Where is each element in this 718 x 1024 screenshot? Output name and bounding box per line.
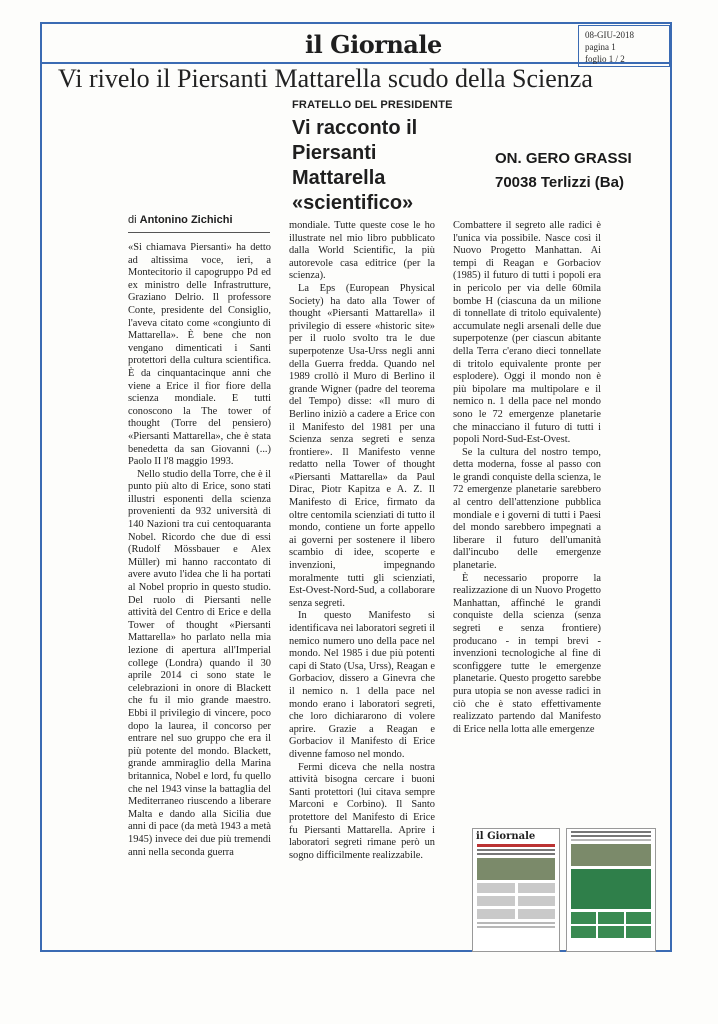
article-column-3 [453,220,601,736]
thumbnail-green-grid [571,912,651,938]
thumbnail-photo [477,858,555,880]
paragraph: mondiale. Tutte queste cose le ho illustrate nel mio libro pubblicato dalla World Scientific, la più autorevole casa editrice (per la scienza). [289,220,435,282]
paragraph: La Eps (European Physical Society) ha dato alla Tower of thought «Piersanti Mattarella» il privilegio di essere «historic site» per il ruolo svolto tra le due superpotenze Usa-Urss negli anni della Guerra fredda. Quando nel 1989 crollò il Muro di Berlino il grande Wigner (padre del teorema del Tempo) disse: «Il muro di Berlino iniziò a cadere a Erice con il Manifesto del 1981 per una Scienza senza segreti e senza frontiere». Il Manifesto venne redatto nella Tower of thought «Piersanti Mattarella» da Paul Dirac, Piotr Kapitza e A. Z. Il Manifesto di Erice, firmato da oltre centomila scienziati di tutto il mondo, contiene un forte appello ai governi per sostenere il libero scambio di idee, scoperte e invenzioni, impegnando moralmente tutti gli scienziati, Est-Ovest-Nord-Sud, a collaborare senza segreti. [289,282,435,609]
paragraph: Nello studio della Torre, che è il punto più alto di Erice, sono stati illustri esponenti della scienza provenienti da 932 università di 140 Nazioni tra cui centoquaranta Nobel. Ricordo che due di essi (Rudolf Mössbauer e Alex Müller) mi hanno raccontato di avere avuto l'idea che li ha portati al Nobel proprio in questo studio. Del ruolo di Piersanti nelle attività del Centro di Erice e della Tower of thought «Piersanti Mattarella» ho parlato nella mia lezione di apertura all'Imperial college (Londra) quando il 30 aprile 2014 ci sono state le celebrazioni in onore di Blackett che fu il mio grande maestro. Ebbi il privilegio di vincere, poco dopo la laurea, il concorso per entrare nel suo gruppo che era il più potente del mondo. Blackett, grande ammiraglio della Marina britannica, Nobel e lord, fu quello che nel 1943 vinse la battaglia del Mediterraneo riuscendo a liberare Malta e dando alla Sicilia due anni di pace (da metà 1943 a metà 1945) invece dei due più tremendi anni nella seconda guerra [128,468,271,858]
clipping-page: pagina 1 [585,42,616,52]
stamp-name: ON. GERO GRASSI [495,150,632,167]
clipping-sheet: foglio 1 / 2 [585,54,625,64]
thumbnail-grid [477,883,555,919]
paragraph: È necessario proporre la realizzazione di un Nuovo Progetto Manhattan, affinché le grandi conquiste della scienza (senza segreti e senza frontiere) producano - in tempi brevi - invenzioni tecnologiche al fine di sconfiggere tutte le emergenze planetarie. Questo progetto sarebbe pura utopia se non avesse radici in ciò che è stato effettivamente realizzato partendo dal Manifesto di Erice nella lotta alle emergenze [453,572,601,735]
thumbnail-text-line [571,831,651,833]
thumbnail-text-line [571,839,651,841]
thumbnail-green-block [571,869,651,909]
masthead-title: il Giornale [305,30,442,59]
subhead: Vi racconto il Piersanti Mattarella «scientifico» [292,117,418,214]
kicker: FRATELLO DEL PRESIDENTE [292,99,453,111]
thumbnail-text-line [477,922,555,924]
thumbnail-text-line [477,849,555,851]
article-column-2 [289,220,435,862]
thumbnail-masthead: il Giornale [476,831,536,842]
thumbnail-text-line [477,853,555,855]
clipping-info-box [578,25,670,67]
thumbnail-text-line [477,926,555,928]
stamp-address: 70038 Terlizzi (Ba) [495,174,624,191]
paragraph: «Si chiamava Piersanti» ha detto ad altissima voce, ieri, a Montecitorio il capogruppo Pd ed ex ministro delle Infrastrutture, Graziano Delrio. Il professore Conte, presidente del Consiglio, l'aveva citato come «congiunto di Mattarella». È bene che non vengano dimenticati i Santi protettori della cultura scientifica. È da cinquantacinque anni che viene a Erice il fior fiore della scienza mondiale. E tutti conoscono la The tower of thought (Torre del pensiero) «Piersanti Mattarella», che è stata benedetta da san Giovanni (...) Paolo II l'8 maggio 1993. [128,242,271,468]
byline-prefix: di [128,214,137,226]
thumbnail-text-line [571,835,651,837]
paragraph: Combattere il segreto alle radici è l'unica via possibile. Nasce così il Nuovo Progetto Manhattan. Ai tempi di Reagan e Gorbaciov (1985) il futuro di tutti i popoli era in pericolo per via delle 60mila bombe H (ciascuna da un milione di tonnellate di tritolo equivalente) accumulate negli arsenali delle due superpotenze (per ciascun abitante della Terra c'erano dieci tonnellate di tritolo equivalente pronte per esplodere). Oggi il mondo non è più bipolare ma multipolare e il nemico n. 1 della pace nel mondo sono le 72 emergenze planetarie che minacciano il futuro di tutti i popoli Nord-Sud-Est-Ovest. [453,220,601,446]
clipping-date: 08-GIU-2018 [585,30,634,40]
paragraph: Se la cultura del nostro tempo, detta moderna, fosse al passo con le grandi conquiste della scienza, le 72 emergenze planetarie sarebbero al centro dell'attenzione pubblica mondiale e i governi di tutti i Paesi del mondo sarebbero impegnati a liberare il futuro dell'umanità dall'incubo delle emergenze planetarie. [453,446,601,572]
headline: Vi rivelo il Piersanti Mattarella scudo della Scienza [58,64,593,93]
stamp [495,147,632,195]
inner-page-thumbnail [566,828,656,952]
front-page-thumbnail [472,828,560,952]
byline-author: Antonino Zichichi [139,214,233,226]
thumbnail-rule [477,844,555,847]
thumbnail-photo [571,844,651,866]
article-column-1 [128,242,271,859]
paragraph: In questo Manifesto si identificava nei laboratori segreti il nemico numero uno della pace nel mondo. Nel 1985 i due più potenti capi di Stato (Usa, Urss), Reagan e Gorbaciov, dissero a Ginevra che il nemico n. 1 della pace nel mondo erano i laboratori segreti, che loro dichiararono di volere aprire. Grazie a Reagan e Gorbaciov il Manifesto di Erice divenne famoso nel mondo. [289,610,435,760]
paragraph: Fermi diceva che nella nostra attività bisogna cercare i buoni Santi protettori (lui citava sempre Marconi e Corbino). Il Santo protettore del Manifesto di Erice fu Piersanti Mattarella. Aprire i laboratori segreti rimane però un sogno difficilmente realizzabile. [289,761,435,861]
byline [128,214,233,226]
byline-rule [128,232,270,233]
